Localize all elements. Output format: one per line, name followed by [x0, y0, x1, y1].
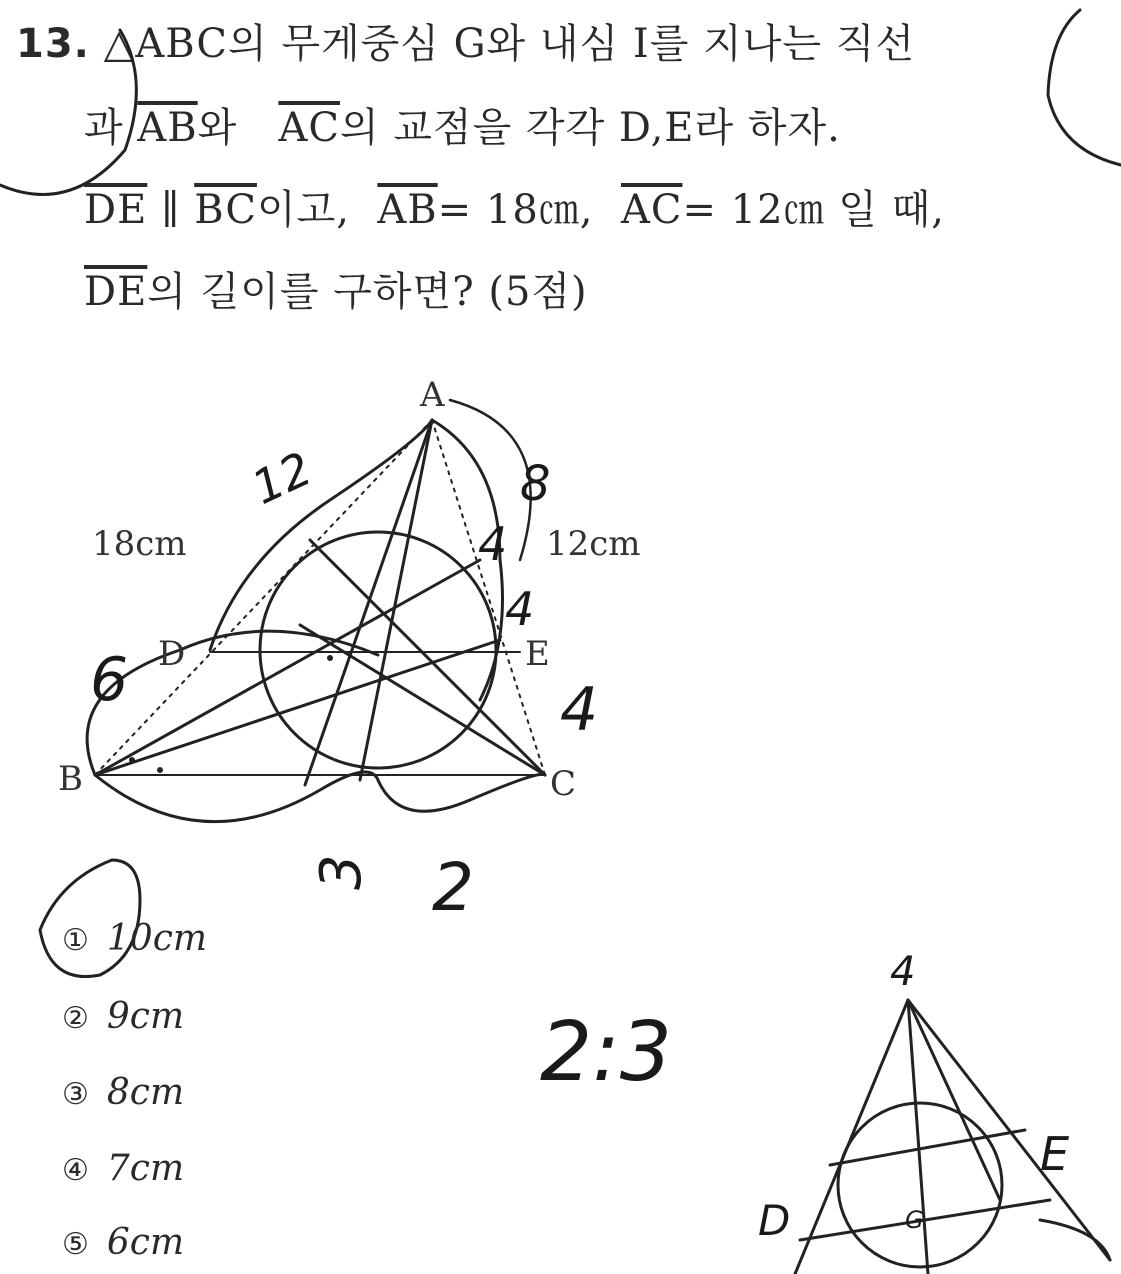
label-e: E [525, 634, 550, 674]
bisector-b [95, 560, 480, 775]
text-ab-length: = 18㎝, [437, 187, 594, 233]
choice-3-text: 8cm [106, 1072, 185, 1113]
hand-4a: 4 [478, 517, 508, 571]
hand-e: E [1040, 1127, 1070, 1181]
sketch2-line-1 [830, 1130, 1025, 1165]
label-ac-length: 12cm [546, 524, 641, 564]
hand-d: D [758, 1196, 791, 1245]
text-intersection: 의 교점을 각각 D,E라 하자. [339, 105, 841, 151]
hand-arc-right [1048, 10, 1121, 165]
text-wa: 와 [197, 105, 238, 151]
text-ask: 의 길이를 구하면? (5점) [147, 269, 588, 315]
segment-ac: $\overline{AC}$ [278, 105, 340, 151]
choice-3-number: ③ [62, 1077, 89, 1112]
question-number: 13. [16, 21, 90, 67]
hand-incircle [260, 532, 496, 768]
hand-4b: 4 [505, 582, 535, 636]
choice-2-number: ② [62, 1001, 89, 1036]
choice-5-text: 6cm [106, 1222, 185, 1263]
angle-mark-b2 [157, 767, 163, 773]
choice-4[interactable] [62, 1148, 184, 1189]
hand-g: G [905, 1206, 924, 1234]
choice-1-number: ① [62, 923, 89, 958]
choice-2-text: 9cm [106, 996, 185, 1037]
label-d: D [158, 634, 186, 674]
sketch2-arc [1040, 1220, 1110, 1260]
hand-arc-left [0, 30, 136, 194]
choice-4-number: ④ [62, 1153, 89, 1188]
label-a: A [420, 375, 445, 415]
choice-3[interactable] [62, 1072, 184, 1113]
segment-de: $\overline{DE}$ [84, 187, 148, 233]
hand-2: 2 [432, 849, 474, 926]
text-igo: 이고, [256, 187, 350, 233]
hand-3: 3 [309, 854, 374, 890]
choice-2[interactable] [62, 996, 184, 1037]
hand-4-top: 4 [890, 949, 916, 995]
hand-ratio: 2:3 [540, 1005, 672, 1100]
choice-5[interactable] [62, 1222, 184, 1263]
segment-ac-2: $\overline{AC}$ [620, 187, 683, 233]
median-c [300, 625, 545, 775]
choice-1[interactable] [62, 918, 207, 959]
hand-12: 12 [243, 441, 320, 515]
hand-8: 8 [520, 456, 551, 512]
choice-5-number: ⑤ [62, 1227, 89, 1262]
question-text-1: △ABC의 무게중심 G와 내심 I를 지나는 직선 [103, 21, 915, 67]
choice-4-text: 7cm [106, 1148, 185, 1189]
parallel-symbol: ∥ [161, 187, 181, 233]
hand-6: 6 [90, 645, 129, 715]
label-b: B [58, 759, 83, 799]
segment-de-2: $\overline{DE}$ [84, 269, 148, 315]
angle-mark-b1 [129, 757, 135, 763]
choice-1-text: 10cm [106, 918, 208, 959]
segment-ab-2: $\overline{AB}$ [377, 187, 438, 233]
sketch2-side-right [908, 1000, 1110, 1260]
bisector-c [310, 540, 545, 775]
hand-loop-2 [95, 772, 545, 822]
label-c: C [550, 764, 577, 804]
segment-bc: $\overline{BC}$ [194, 187, 257, 233]
incenter-mark [327, 655, 333, 661]
label-ab-length: 18cm [92, 524, 187, 564]
text-ac-length: = 12㎝ 일 때, [682, 187, 946, 233]
hand-4c: 4 [560, 675, 599, 745]
segment-ab: $\overline{AB}$ [137, 105, 198, 151]
text-gwa: 과 [84, 105, 124, 151]
